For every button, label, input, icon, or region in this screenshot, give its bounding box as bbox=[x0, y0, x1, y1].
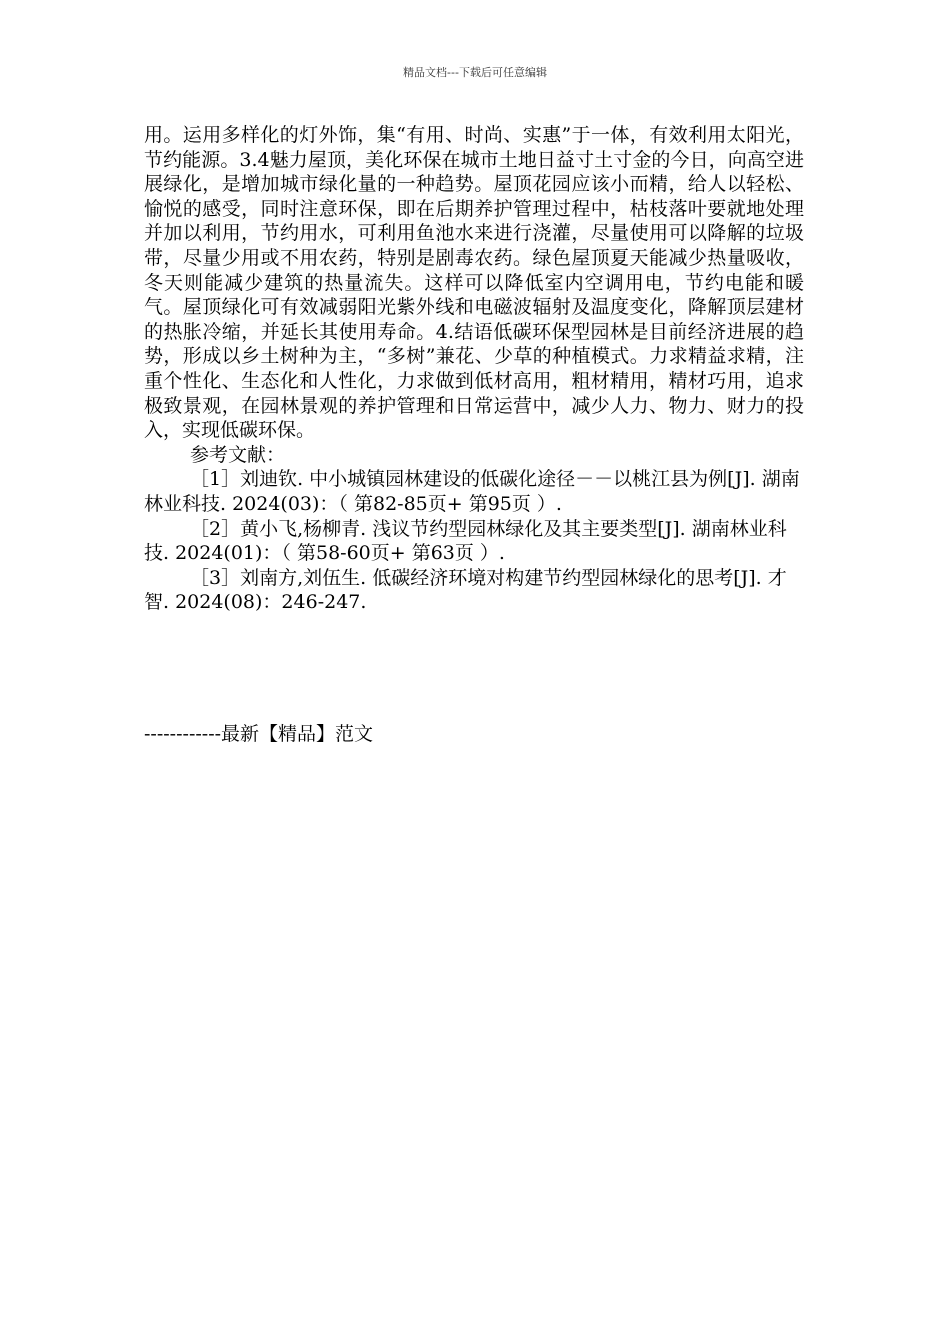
document-body bbox=[144, 123, 804, 615]
page-header: 精品文档---下载后可任意编辑 bbox=[403, 66, 547, 79]
reference-item-1: ［1］刘迪钦. 中小城镇园林建设的低碳化途径－－以桃江县为例[J]. 湖南林业科技. 2024(03)：（ 第82-85页+ 第95页 ）. bbox=[144, 468, 800, 515]
footer-tagline: ------------最新【精品】范文 bbox=[144, 723, 374, 745]
reference-item-3: ［3］刘南方,刘伍生. 低碳经济环境对构建节约型园林绿化的思考[J]. 才智. 2024(08)：246-247. bbox=[144, 566, 787, 614]
body-paragraph: 用。运用多样化的灯外饰，集“有用、时尚、实惠”于一体，有效利用太阳光，节约能源。3.4魅力屋顶，美化环保在城市土地日益寸土寸金的今日，向高空进展绿化，是增加城市绿化量的一种趋势。屋顶花园应该小而精，给人以轻松、愉悦的感受，同时注意环保，即在后期养护管理过程中，枯枝落叶要就地处理并加以利用，节约用水，可利用鱼池水来进行浇灌，尽量使用可以降解的垃圾带，尽量少用或不用农药，特别是剧毒农药。绿色屋顶夏天能减少热量吸收，冬天则能减少建筑的热量流失。这样可以降低室内空调用电，节约电能和暖气。屋顶绿化可有效减弱阳光紫外线和电磁波辐射及温度变化，降解顶层建材的热胀冷缩，并延长其使用寿命。4.结语低碳环保型园林是目前经济进展的趋势，形成以乡土树种为主，“多树”兼花、少草的种植模式。力求精益求精，注重个性化、生态化和人性化，力求做到低材高用，粗材精用，精材巧用，追求极致景观，在园林景观的养护管理和日常运营中，减少人力、物力、财力的投入，实现低碳环保。 bbox=[144, 124, 804, 442]
reference-item-2: ［2］黄小飞,杨柳青. 浅议节约型园林绿化及其主要类型[J]. 湖南林业科技. 2024(01)：（ 第58-60页+ 第63页 ）. bbox=[144, 517, 787, 565]
references-heading: 参考文献： bbox=[190, 443, 286, 466]
